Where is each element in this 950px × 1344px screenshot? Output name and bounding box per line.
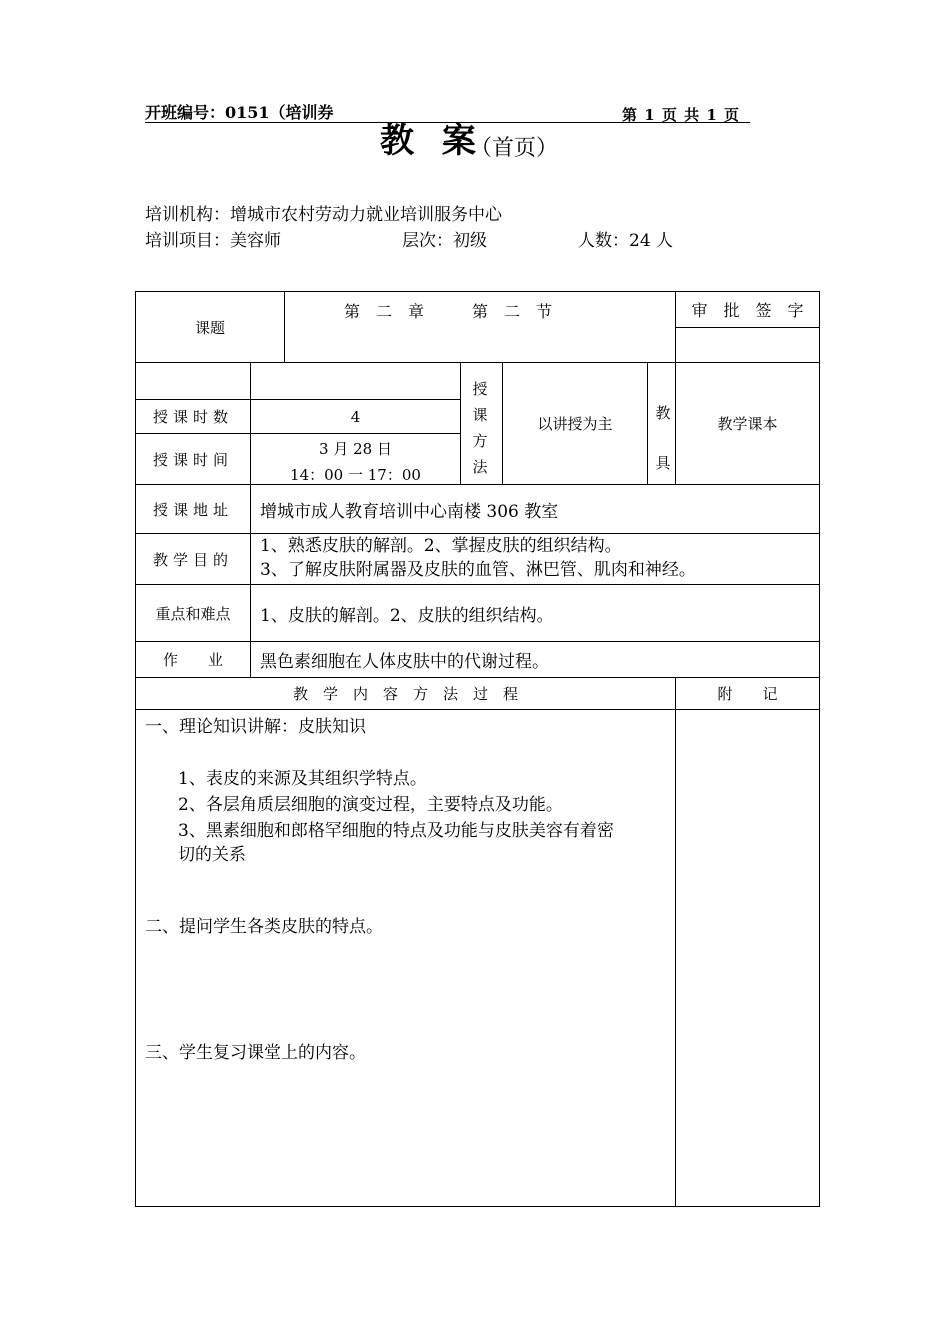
key-value: 1、皮肤的解剖。2、皮肤的组织结构。	[260, 605, 554, 626]
grid-line	[647, 362, 648, 484]
section-2-title: 二、提问学生各类皮肤的特点。	[145, 917, 383, 937]
goal-label: 教学目的	[152, 550, 233, 569]
training-org: 培训机构：增城市农村劳动力就业培训服务中心	[145, 205, 502, 225]
grid-line	[675, 327, 820, 328]
topic-label: 课题	[194, 318, 225, 337]
place-value: 增城市成人教育培训中心南楼 306 教室	[260, 501, 559, 522]
tools-label-char: 教	[655, 404, 671, 422]
time-label: 授课时间	[152, 450, 233, 469]
grid-line	[675, 677, 676, 1207]
page-info: 第 1 页 共 1 页	[622, 106, 740, 124]
goal-line: 3、了解皮肤附属器及皮肤的血管、淋巴管、肌肉和神经。	[260, 560, 696, 580]
method-value: 以讲授为主	[537, 415, 613, 433]
content-point-3: 3、黑素细胞和郎格罕细胞的特点及功能与皮肤美容有着密	[178, 821, 614, 841]
method-label-char: 课	[472, 406, 488, 424]
page-title: 教 案	[380, 121, 484, 161]
table-border	[135, 1206, 820, 1207]
method-label	[470, 376, 490, 480]
time-date: 3 月 28 日	[319, 439, 392, 458]
approval-label: 审 批 签 字	[691, 301, 804, 320]
topic-value: 第 二 章 第 二 节	[344, 301, 553, 321]
hours-value: 4	[350, 407, 361, 426]
grid-line	[135, 709, 820, 710]
section-3-title: 三、学生复习课堂上的内容。	[145, 1043, 366, 1063]
content-point-2: 2、各层角质层细胞的演变过程，主要特点及功能。	[178, 795, 563, 815]
training-project: 培训项目：美容师	[145, 231, 281, 251]
method-label-char: 授	[472, 380, 488, 398]
hours-label: 授课时数	[152, 408, 233, 426]
method-label-char: 方	[472, 432, 488, 450]
content-point-3-cont: 切的关系	[178, 845, 246, 865]
tools-value: 教学课本	[717, 415, 778, 433]
tools-label-char: 具	[655, 454, 671, 472]
homework-label: 作 业	[162, 651, 223, 669]
method-label-char: 法	[472, 458, 488, 476]
goal-line: 1、熟悉皮肤的解剖。2、掌握皮肤的组织结构。	[260, 536, 622, 556]
notes-header: 附 记	[717, 685, 778, 703]
content-point-1: 1、表皮的来源及其组织学特点。	[178, 769, 427, 789]
training-level: 层次：初级	[402, 231, 487, 251]
place-label: 授课地址	[152, 500, 233, 519]
homework-value: 黑色素细胞在人体皮肤中的代谢过程。	[260, 652, 549, 672]
table-border	[819, 291, 820, 1207]
grid-line	[284, 291, 285, 362]
time-range: 14：00 一 17：00	[290, 465, 421, 484]
class-code: 开班编号：0151（培训券	[145, 103, 334, 122]
tools-label	[653, 388, 673, 488]
section-1-title: 一、理论知识讲解：皮肤知识	[145, 717, 366, 737]
training-count: 人数：24 人	[578, 231, 674, 251]
content-header: 教 学 内 容 方 法 过 程	[292, 685, 518, 703]
key-label: 重点和难点	[155, 604, 231, 623]
page-subtitle: （首页）	[470, 136, 559, 161]
goal-text	[260, 534, 696, 582]
grid-line	[460, 362, 461, 484]
